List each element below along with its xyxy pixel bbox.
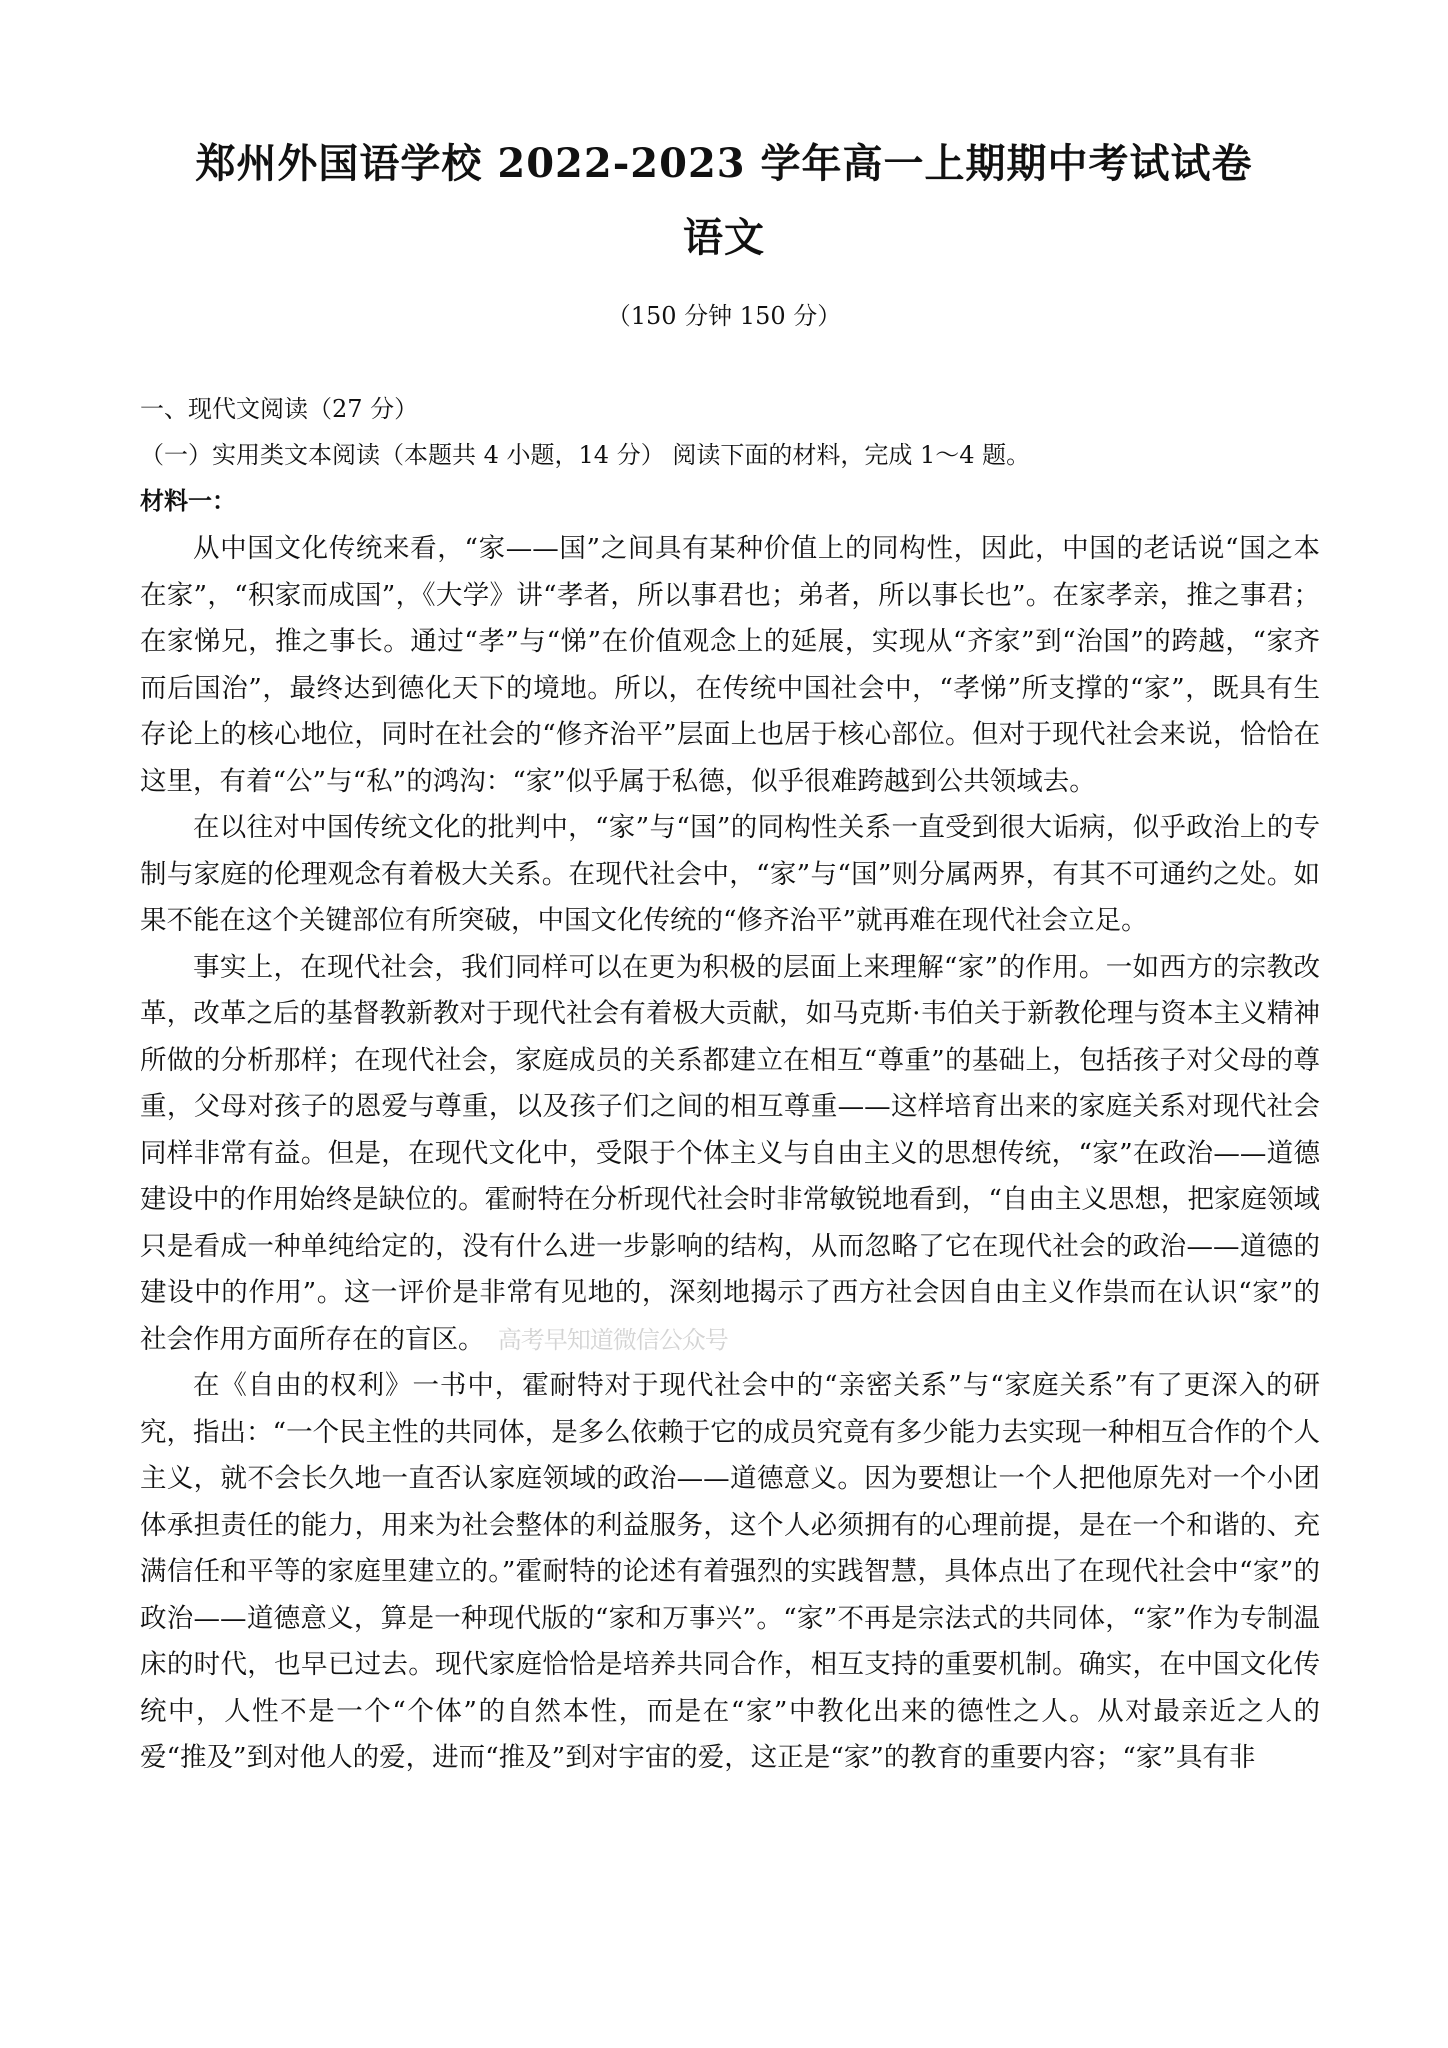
exam-duration: （150 分钟 150 分） [606,302,842,330]
paragraph-2: 在以往对中国传统文化的批判中，“家”与“国”的同构性关系一直受到很大诟病，似乎政治上的专制与家庭的伦理观念有着极大关系。在现代社会中，“家”与“国”则分属两界，有其不可通约之处。如果不能在这个关键部位有所突破，中国文化传统的“修齐治平”就再难在现代社会立足。 [140,812,1320,936]
material-label: 材料一： [140,486,236,515]
watermark-text: 高考早知道微信公众号 [497,1325,728,1354]
passage-body [140,526,1320,1782]
exam-title: 郑州外国语学校 2022-2023 学年高一上期期中考试试卷 [195,140,1253,187]
paragraph-1: 从中国文化传统来看，“家——国”之间具有某种价值上的同构性，因此，中国的老话说“国之本在家”，“积家而成国”，《大学》讲“孝者，所以事君也；弟者，所以事长也”。在家孝亲，推之事君；在家悌兄，推之事长。通过“孝”与“悌”在价值观念上的延展，实现从“齐家”到“治国”的跨越，“家齐而后国治”，最终达到德化天下的境地。所以，在传统中国社会中，“孝悌”所支撑的“家”，既具有生存论上的核心地位，同时在社会的“修齐治平”层面上也居于核心部位。但对于现代社会来说，恰恰在这里，有着“公”与“私”的鸿沟：“家”似乎属于私德，似乎很难跨越到公共领域去。 [140,533,1320,797]
paragraph-4: 在《自由的权利》一书中，霍耐特对于现代社会中的“亲密关系”与“家庭关系”有了更深入的研究，指出：“一个民主性的共同体，是多么依赖于它的成员究竟有多少能力去实现一种相互合作的个人主义，就不会长久地一直否认家庭领域的政治——道德意义。因为要想让一个人把他原先对一个小团体承担责任的能力，用来为社会整体的利益服务，这个人必须拥有的心理前提，是在一个和谐的、充满信任和平等的家庭里建立的。”霍耐特的论述有着强烈的实践智慧，具体点出了在现代社会中“家”的政治——道德意义，算是一种现代版的“家和万事兴”。“家”不再是宗法式的共同体，“家”作为专制温床的时代，也早已过去。现代家庭恰恰是培养共同合作，相互支持的重要机制。确实，在中国文化传统中，人性不是一个“个体”的自然本性，而是在“家”中教化出来的德性之人。从对最亲近之人的爱“推及”到对他人的爱，进而“推及”到对宇宙的爱，这正是“家”的教育的重要内容；“家”具有非 [140,1370,1321,1773]
section-subheading: （一）实用类文本阅读（本题共 4 小题，14 分） 阅读下面的材料，完成 1～4 题。 [140,441,1031,469]
paragraph-3-text: 事实上，在现代社会，我们同样可以在更为积极的层面上来理解“家”的作用。一如西方的宗教改革，改革之后的基督教新教对于现代社会有着极大贡献，如马克斯·韦伯关于新教伦理与资本主义精神所做的分析那样；在现代社会，家庭成员的关系都建立在相互“尊重”的基础上，包括孩子对父母的尊重，父母对孩子的恩爱与尊重，以及孩子们之间的相互尊重——这样培育出来的家庭关系对现代社会同样非常有益。但是，在现代文化中，受限于个体主义与自由主义的思想传统，“家”在政治——道德建设中的作用始终是缺位的。霍耐特在分析现代社会时非常敏锐地看到，“自由主义思想，把家庭领域只是看成一种单纯给定的，没有什么进一步影响的结构，从而忽略了它在现代社会的政治——道德的建设中的作用”。这一评价是非常有见地的，深刻地揭示了西方社会因自由主义作祟而在认识“家”的社会作用方面所存在的盲区。 [140,951,1320,1355]
paragraph-3 [140,945,1320,1364]
subject-title: 语文 [683,214,765,261]
section-heading: 一、现代文阅读（27 分） [140,395,419,423]
